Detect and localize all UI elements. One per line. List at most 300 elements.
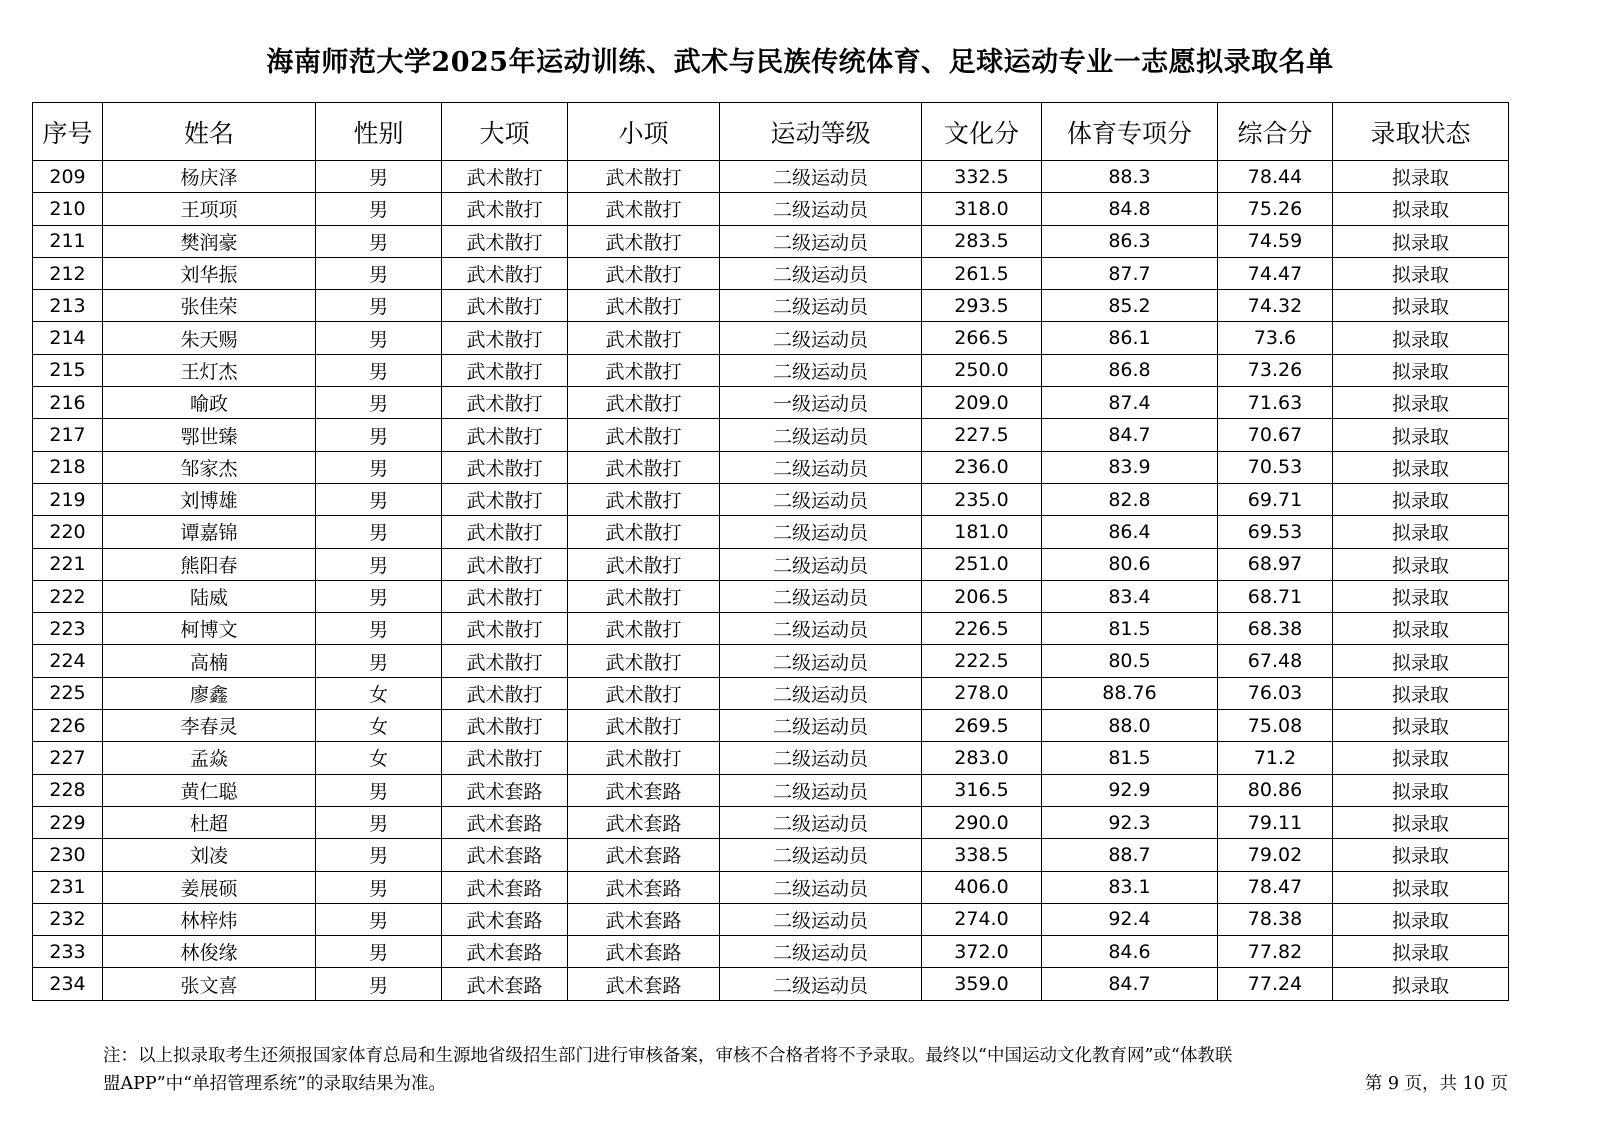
cell-gender: 男: [316, 290, 442, 322]
table-row: [33, 613, 1509, 645]
cell-sport-level: 二级运动员: [720, 871, 922, 903]
cell-total-score: 75.26: [1218, 193, 1333, 225]
cell-name: 林梓炜: [103, 903, 316, 935]
cell-sport-score: 92.4: [1042, 903, 1218, 935]
cell-status: 拟录取: [1333, 290, 1509, 322]
cell-status: 拟录取: [1333, 968, 1509, 1000]
cell-seq: 220: [33, 516, 103, 548]
cell-culture-score: 372.0: [922, 936, 1042, 968]
cell-major-event: 武术散打: [442, 710, 568, 742]
header-row: [33, 103, 1509, 161]
cell-sport-level: 二级运动员: [720, 774, 922, 806]
cell-sport-level: 二级运动员: [720, 677, 922, 709]
cell-sport-level: 一级运动员: [720, 387, 922, 419]
cell-status: 拟录取: [1333, 516, 1509, 548]
cell-sport-score: 92.9: [1042, 774, 1218, 806]
cell-total-score: 70.67: [1218, 419, 1333, 451]
cell-sub-event: 武术散打: [568, 419, 720, 451]
cell-culture-score: 266.5: [922, 322, 1042, 354]
cell-sport-score: 83.1: [1042, 871, 1218, 903]
cell-sub-event: 武术散打: [568, 451, 720, 483]
cell-total-score: 77.24: [1218, 968, 1333, 1000]
header-seq: 序号: [33, 103, 103, 161]
cell-status: 拟录取: [1333, 645, 1509, 677]
cell-name: 刘凌: [103, 839, 316, 871]
cell-seq: 214: [33, 322, 103, 354]
table-row: [33, 774, 1509, 806]
cell-name: 姜展硕: [103, 871, 316, 903]
cell-sport-score: 86.8: [1042, 354, 1218, 386]
cell-total-score: 68.97: [1218, 548, 1333, 580]
cell-status: 拟录取: [1333, 903, 1509, 935]
cell-status: 拟录取: [1333, 580, 1509, 612]
cell-name: 王灯杰: [103, 354, 316, 386]
header-culture-score: 文化分: [922, 103, 1042, 161]
table-row: [33, 161, 1509, 193]
cell-major-event: 武术散打: [442, 548, 568, 580]
cell-major-event: 武术散打: [442, 516, 568, 548]
table-row: [33, 322, 1509, 354]
cell-major-event: 武术散打: [442, 290, 568, 322]
cell-status: 拟录取: [1333, 193, 1509, 225]
cell-seq: 228: [33, 774, 103, 806]
cell-major-event: 武术套路: [442, 968, 568, 1000]
table-row: [33, 257, 1509, 289]
cell-status: 拟录取: [1333, 742, 1509, 774]
cell-major-event: 武术套路: [442, 871, 568, 903]
table-row: [33, 387, 1509, 419]
cell-total-score: 71.2: [1218, 742, 1333, 774]
cell-seq: 216: [33, 387, 103, 419]
table-row: [33, 645, 1509, 677]
cell-gender: 男: [316, 968, 442, 1000]
cell-gender: 男: [316, 387, 442, 419]
cell-culture-score: 206.5: [922, 580, 1042, 612]
table-row: [33, 354, 1509, 386]
cell-name: 朱天赐: [103, 322, 316, 354]
cell-gender: 男: [316, 419, 442, 451]
cell-seq: 233: [33, 936, 103, 968]
cell-name: 廖鑫: [103, 677, 316, 709]
cell-total-score: 68.38: [1218, 613, 1333, 645]
cell-name: 高楠: [103, 645, 316, 677]
cell-total-score: 69.53: [1218, 516, 1333, 548]
cell-culture-score: 338.5: [922, 839, 1042, 871]
cell-major-event: 武术散打: [442, 483, 568, 515]
cell-sport-level: 二级运动员: [720, 613, 922, 645]
cell-major-event: 武术套路: [442, 774, 568, 806]
cell-sport-level: 二级运动员: [720, 742, 922, 774]
table-row: [33, 548, 1509, 580]
cell-name: 刘博雄: [103, 483, 316, 515]
cell-sport-score: 81.5: [1042, 613, 1218, 645]
admission-table: [32, 102, 1509, 1001]
cell-sport-level: 二级运动员: [720, 968, 922, 1000]
cell-status: 拟录取: [1333, 419, 1509, 451]
table-row: [33, 839, 1509, 871]
cell-sport-score: 86.1: [1042, 322, 1218, 354]
cell-seq: 232: [33, 903, 103, 935]
cell-total-score: 74.32: [1218, 290, 1333, 322]
cell-major-event: 武术散打: [442, 580, 568, 612]
cell-sub-event: 武术套路: [568, 871, 720, 903]
cell-name: 孟焱: [103, 742, 316, 774]
cell-sport-score: 81.5: [1042, 742, 1218, 774]
table-row: [33, 710, 1509, 742]
cell-gender: 男: [316, 839, 442, 871]
cell-major-event: 武术散打: [442, 451, 568, 483]
cell-name: 黄仁聪: [103, 774, 316, 806]
cell-gender: 男: [316, 871, 442, 903]
cell-seq: 222: [33, 580, 103, 612]
cell-culture-score: 181.0: [922, 516, 1042, 548]
cell-total-score: 68.71: [1218, 580, 1333, 612]
cell-gender: 女: [316, 742, 442, 774]
cell-culture-score: 226.5: [922, 613, 1042, 645]
cell-status: 拟录取: [1333, 257, 1509, 289]
cell-culture-score: 278.0: [922, 677, 1042, 709]
cell-culture-score: 290.0: [922, 806, 1042, 838]
cell-seq: 217: [33, 419, 103, 451]
cell-sub-event: 武术套路: [568, 806, 720, 838]
table-row: [33, 193, 1509, 225]
cell-status: 拟录取: [1333, 871, 1509, 903]
cell-status: 拟录取: [1333, 613, 1509, 645]
cell-major-event: 武术散打: [442, 645, 568, 677]
cell-total-score: 76.03: [1218, 677, 1333, 709]
cell-sport-level: 二级运动员: [720, 645, 922, 677]
cell-status: 拟录取: [1333, 936, 1509, 968]
cell-culture-score: 236.0: [922, 451, 1042, 483]
cell-sub-event: 武术散打: [568, 322, 720, 354]
cell-major-event: 武术套路: [442, 903, 568, 935]
cell-sub-event: 武术散打: [568, 483, 720, 515]
cell-gender: 男: [316, 161, 442, 193]
cell-culture-score: 274.0: [922, 903, 1042, 935]
cell-seq: 215: [33, 354, 103, 386]
cell-culture-score: 316.5: [922, 774, 1042, 806]
cell-sub-event: 武术套路: [568, 839, 720, 871]
cell-total-score: 74.47: [1218, 257, 1333, 289]
cell-sport-level: 二级运动员: [720, 161, 922, 193]
cell-name: 邹家杰: [103, 451, 316, 483]
cell-sport-score: 84.7: [1042, 419, 1218, 451]
table-row: [33, 677, 1509, 709]
header-major-event: 大项: [442, 103, 568, 161]
cell-seq: 210: [33, 193, 103, 225]
cell-gender: 女: [316, 677, 442, 709]
cell-gender: 男: [316, 806, 442, 838]
cell-total-score: 78.44: [1218, 161, 1333, 193]
cell-major-event: 武术散打: [442, 322, 568, 354]
cell-gender: 男: [316, 483, 442, 515]
cell-major-event: 武术散打: [442, 742, 568, 774]
cell-status: 拟录取: [1333, 225, 1509, 257]
cell-sub-event: 武术散打: [568, 677, 720, 709]
cell-total-score: 70.53: [1218, 451, 1333, 483]
table-row: [33, 806, 1509, 838]
cell-culture-score: 209.0: [922, 387, 1042, 419]
cell-seq: 230: [33, 839, 103, 871]
cell-sport-level: 二级运动员: [720, 257, 922, 289]
cell-major-event: 武术套路: [442, 936, 568, 968]
cell-major-event: 武术套路: [442, 839, 568, 871]
cell-major-event: 武术套路: [442, 806, 568, 838]
cell-sub-event: 武术散打: [568, 354, 720, 386]
cell-status: 拟录取: [1333, 548, 1509, 580]
cell-status: 拟录取: [1333, 677, 1509, 709]
cell-name: 柯博文: [103, 613, 316, 645]
cell-sport-score: 88.76: [1042, 677, 1218, 709]
cell-gender: 男: [316, 516, 442, 548]
table-row: [33, 225, 1509, 257]
cell-status: 拟录取: [1333, 483, 1509, 515]
header-name: 姓名: [103, 103, 316, 161]
cell-major-event: 武术散打: [442, 613, 568, 645]
table-row: [33, 290, 1509, 322]
cell-culture-score: 250.0: [922, 354, 1042, 386]
cell-major-event: 武术散打: [442, 257, 568, 289]
cell-sport-score: 92.3: [1042, 806, 1218, 838]
cell-sport-level: 二级运动员: [720, 193, 922, 225]
cell-gender: 男: [316, 613, 442, 645]
cell-sub-event: 武术散打: [568, 613, 720, 645]
cell-sub-event: 武术散打: [568, 193, 720, 225]
cell-total-score: 78.38: [1218, 903, 1333, 935]
cell-gender: 男: [316, 580, 442, 612]
cell-seq: 226: [33, 710, 103, 742]
footnote-line-2: 盟APP”中“单招管理系统”的录取结果为准。: [103, 1074, 447, 1094]
footnote: [103, 1042, 1508, 1098]
cell-major-event: 武术散打: [442, 419, 568, 451]
cell-seq: 211: [33, 225, 103, 257]
cell-seq: 231: [33, 871, 103, 903]
table-row: [33, 483, 1509, 515]
cell-major-event: 武术散打: [442, 677, 568, 709]
cell-total-score: 75.08: [1218, 710, 1333, 742]
cell-name: 刘华振: [103, 257, 316, 289]
table-row: [33, 936, 1509, 968]
cell-status: 拟录取: [1333, 354, 1509, 386]
cell-sport-level: 二级运动员: [720, 225, 922, 257]
cell-culture-score: 359.0: [922, 968, 1042, 1000]
cell-sub-event: 武术散打: [568, 387, 720, 419]
cell-culture-score: 235.0: [922, 483, 1042, 515]
cell-status: 拟录取: [1333, 839, 1509, 871]
cell-sport-score: 84.7: [1042, 968, 1218, 1000]
cell-sport-level: 二级运动员: [720, 710, 922, 742]
cell-status: 拟录取: [1333, 774, 1509, 806]
cell-sub-event: 武术散打: [568, 516, 720, 548]
cell-culture-score: 332.5: [922, 161, 1042, 193]
cell-seq: 219: [33, 483, 103, 515]
cell-sport-level: 二级运动员: [720, 903, 922, 935]
cell-sport-level: 二级运动员: [720, 936, 922, 968]
cell-total-score: 74.59: [1218, 225, 1333, 257]
cell-sport-score: 80.6: [1042, 548, 1218, 580]
table-row: [33, 419, 1509, 451]
table-row: [33, 968, 1509, 1000]
cell-sub-event: 武术散打: [568, 161, 720, 193]
cell-gender: 女: [316, 710, 442, 742]
cell-total-score: 79.02: [1218, 839, 1333, 871]
header-total-score: 综合分: [1218, 103, 1333, 161]
cell-sport-level: 二级运动员: [720, 322, 922, 354]
cell-gender: 男: [316, 354, 442, 386]
cell-sport-level: 二级运动员: [720, 290, 922, 322]
cell-sport-score: 84.8: [1042, 193, 1218, 225]
cell-name: 李春灵: [103, 710, 316, 742]
cell-culture-score: 318.0: [922, 193, 1042, 225]
cell-major-event: 武术散打: [442, 387, 568, 419]
header-status: 录取状态: [1333, 103, 1509, 161]
cell-total-score: 73.26: [1218, 354, 1333, 386]
cell-sport-score: 82.8: [1042, 483, 1218, 515]
cell-gender: 男: [316, 193, 442, 225]
cell-seq: 224: [33, 645, 103, 677]
cell-name: 喻政: [103, 387, 316, 419]
cell-sport-score: 88.0: [1042, 710, 1218, 742]
cell-major-event: 武术散打: [442, 193, 568, 225]
cell-name: 林俊缘: [103, 936, 316, 968]
cell-sub-event: 武术散打: [568, 742, 720, 774]
cell-name: 谭嘉锦: [103, 516, 316, 548]
cell-status: 拟录取: [1333, 161, 1509, 193]
header-sport-score: 体育专项分: [1042, 103, 1218, 161]
cell-major-event: 武术散打: [442, 161, 568, 193]
cell-sub-event: 武术散打: [568, 710, 720, 742]
cell-seq: 218: [33, 451, 103, 483]
cell-culture-score: 222.5: [922, 645, 1042, 677]
table-row: [33, 516, 1509, 548]
cell-sport-score: 84.6: [1042, 936, 1218, 968]
cell-sub-event: 武术散打: [568, 225, 720, 257]
cell-gender: 男: [316, 774, 442, 806]
header-gender: 性别: [316, 103, 442, 161]
cell-gender: 男: [316, 322, 442, 354]
cell-culture-score: 293.5: [922, 290, 1042, 322]
cell-sub-event: 武术散打: [568, 257, 720, 289]
header-sport-level: 运动等级: [720, 103, 922, 161]
cell-seq: 213: [33, 290, 103, 322]
cell-culture-score: 251.0: [922, 548, 1042, 580]
cell-sport-score: 88.3: [1042, 161, 1218, 193]
cell-sub-event: 武术套路: [568, 774, 720, 806]
table-row: [33, 451, 1509, 483]
cell-major-event: 武术散打: [442, 225, 568, 257]
cell-culture-score: 406.0: [922, 871, 1042, 903]
cell-sport-score: 87.7: [1042, 257, 1218, 289]
cell-sport-level: 二级运动员: [720, 419, 922, 451]
cell-name: 王项项: [103, 193, 316, 225]
cell-total-score: 80.86: [1218, 774, 1333, 806]
cell-total-score: 73.6: [1218, 322, 1333, 354]
cell-total-score: 71.63: [1218, 387, 1333, 419]
cell-sport-score: 83.9: [1042, 451, 1218, 483]
cell-name: 鄂世臻: [103, 419, 316, 451]
cell-status: 拟录取: [1333, 387, 1509, 419]
cell-seq: 227: [33, 742, 103, 774]
cell-total-score: 79.11: [1218, 806, 1333, 838]
cell-sport-level: 二级运动员: [720, 516, 922, 548]
cell-culture-score: 269.5: [922, 710, 1042, 742]
table-body: [33, 161, 1509, 1001]
cell-sport-level: 二级运动员: [720, 806, 922, 838]
cell-sub-event: 武术套路: [568, 968, 720, 1000]
footnote-line-1: 注：以上拟录取考生还须报国家体育总局和生源地省级招生部门进行审核备案，审核不合格者将不予录取。最终以“中国运动文化教育网”或“体教联: [103, 1046, 1233, 1066]
cell-name: 杜超: [103, 806, 316, 838]
cell-sport-level: 二级运动员: [720, 483, 922, 515]
cell-sport-score: 80.5: [1042, 645, 1218, 677]
cell-total-score: 77.82: [1218, 936, 1333, 968]
header-sub-event: 小项: [568, 103, 720, 161]
cell-seq: 234: [33, 968, 103, 1000]
cell-gender: 男: [316, 936, 442, 968]
cell-total-score: 67.48: [1218, 645, 1333, 677]
cell-sport-level: 二级运动员: [720, 354, 922, 386]
cell-name: 樊润豪: [103, 225, 316, 257]
cell-name: 杨庆泽: [103, 161, 316, 193]
cell-seq: 209: [33, 161, 103, 193]
table-row: [33, 742, 1509, 774]
cell-seq: 229: [33, 806, 103, 838]
cell-culture-score: 227.5: [922, 419, 1042, 451]
page-title: 海南师范大学2025年运动训练、武术与民族传统体育、足球运动专业一志愿拟录取名单: [266, 47, 1334, 78]
cell-sub-event: 武术散打: [568, 548, 720, 580]
cell-seq: 225: [33, 677, 103, 709]
cell-sport-level: 二级运动员: [720, 839, 922, 871]
table-row: [33, 903, 1509, 935]
cell-sport-score: 85.2: [1042, 290, 1218, 322]
cell-sport-score: 86.4: [1042, 516, 1218, 548]
cell-sub-event: 武术散打: [568, 290, 720, 322]
cell-sport-level: 二级运动员: [720, 580, 922, 612]
cell-sport-level: 二级运动员: [720, 451, 922, 483]
cell-gender: 男: [316, 225, 442, 257]
cell-culture-score: 283.5: [922, 225, 1042, 257]
cell-sport-score: 83.4: [1042, 580, 1218, 612]
cell-sub-event: 武术散打: [568, 645, 720, 677]
cell-gender: 男: [316, 548, 442, 580]
cell-status: 拟录取: [1333, 806, 1509, 838]
cell-status: 拟录取: [1333, 451, 1509, 483]
cell-culture-score: 261.5: [922, 257, 1042, 289]
cell-name: 陆威: [103, 580, 316, 612]
table-row: [33, 580, 1509, 612]
cell-name: 张文喜: [103, 968, 316, 1000]
table-row: [33, 871, 1509, 903]
cell-major-event: 武术散打: [442, 354, 568, 386]
cell-gender: 男: [316, 903, 442, 935]
cell-total-score: 69.71: [1218, 483, 1333, 515]
cell-culture-score: 283.0: [922, 742, 1042, 774]
cell-gender: 男: [316, 257, 442, 289]
cell-sub-event: 武术套路: [568, 936, 720, 968]
page-number: 第 9 页，共 10 页: [1364, 1074, 1508, 1094]
cell-sport-score: 86.3: [1042, 225, 1218, 257]
cell-name: 熊阳春: [103, 548, 316, 580]
cell-seq: 212: [33, 257, 103, 289]
cell-status: 拟录取: [1333, 322, 1509, 354]
cell-sport-score: 87.4: [1042, 387, 1218, 419]
cell-status: 拟录取: [1333, 710, 1509, 742]
cell-seq: 223: [33, 613, 103, 645]
cell-gender: 男: [316, 451, 442, 483]
cell-sub-event: 武术套路: [568, 903, 720, 935]
cell-sport-level: 二级运动员: [720, 548, 922, 580]
cell-name: 张佳荣: [103, 290, 316, 322]
cell-gender: 男: [316, 645, 442, 677]
